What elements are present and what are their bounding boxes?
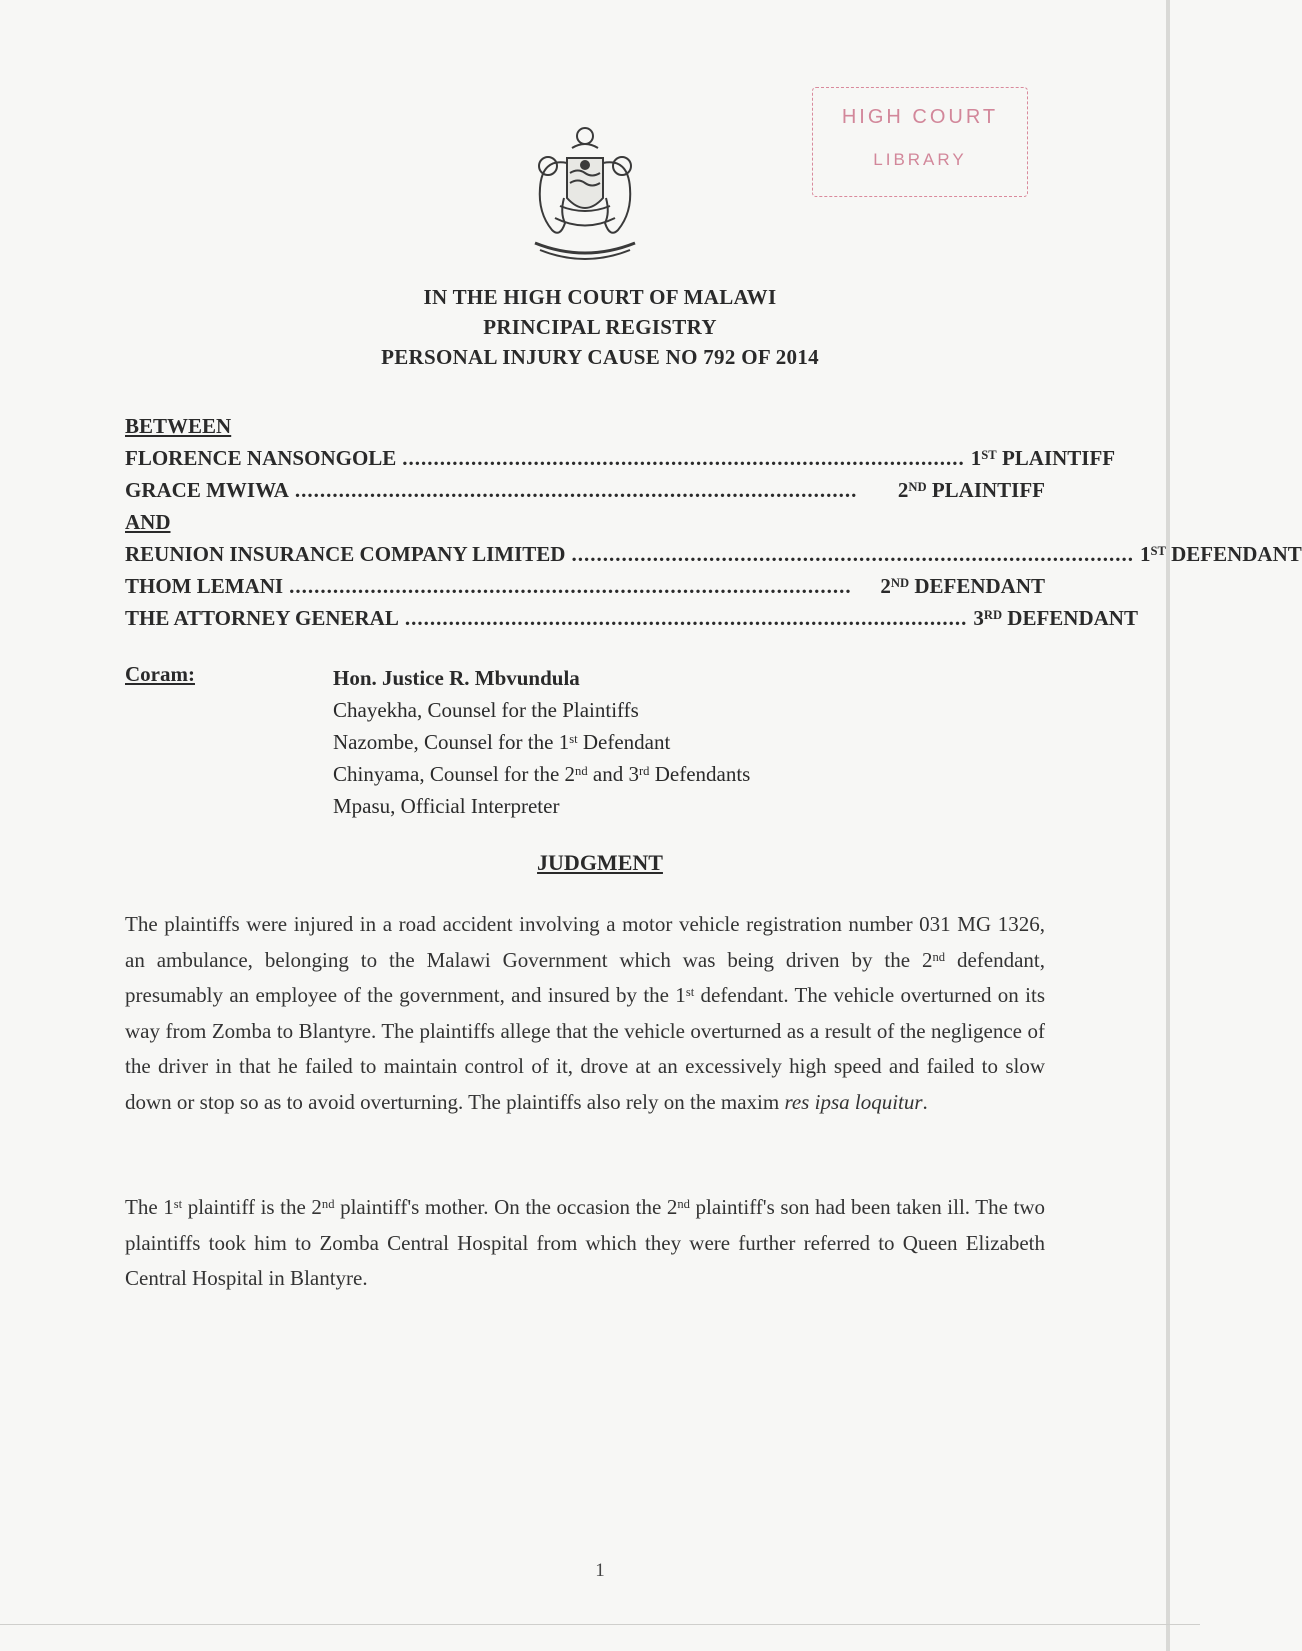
dot-leader: .......................................................................................... — [571, 542, 1134, 566]
party-row — [125, 602, 1138, 634]
judge-name: Hon. Justice R. Mbvundula — [333, 666, 580, 690]
dot-leader: .......................................................................................... — [294, 478, 858, 502]
coram-line: Mpasu, Official Interpreter — [333, 794, 560, 818]
paragraph-2: The 1st plaintiff is the 2nd plaintiff's mother. On the occasion the 2nd plaintiff's son had been taken ill. The two plaintiffs took him to Zomba Central Hospital from which they were further referred to Queen Elizabeth Central Hospital in Blantyre. — [125, 1195, 1045, 1290]
judgment-title: JUDGMENT — [537, 850, 663, 875]
party-name: GRACE MWIWA — [125, 478, 289, 502]
coram-line: Nazombe, Counsel for the 1st Defendant — [333, 730, 671, 754]
registry-heading: PRINCIPAL REGISTRY — [483, 315, 717, 339]
dot-leader: .......................................................................................... — [402, 446, 965, 470]
party-name: FLORENCE NANSONGOLE — [125, 446, 397, 470]
coram-label: Coram: — [125, 662, 195, 686]
party-name: THOM LEMANI — [125, 574, 284, 598]
party-name: THE ATTORNEY GENERAL — [125, 606, 399, 630]
parties-block — [125, 410, 1302, 634]
library-stamp — [812, 87, 1028, 197]
coram-line: Chayekha, Counsel for the Plaintiffs — [333, 698, 639, 722]
party-role: 2ND PLAINTIFF — [897, 478, 1045, 502]
party-role: 3RD DEFENDANT — [973, 606, 1138, 630]
stamp-line-2: LIBRARY — [873, 150, 967, 169]
coram-block — [333, 662, 750, 822]
party-row — [125, 538, 1302, 570]
party-role: 1ST DEFENDANT — [1139, 542, 1302, 566]
between-label: BETWEEN — [125, 414, 232, 438]
coat-of-arms-icon — [520, 118, 650, 268]
party-role: 2ND DEFENDANT — [880, 574, 1045, 598]
page-number: 1 — [595, 1560, 605, 1581]
coram-line: Chinyama, Counsel for the 2nd and 3rd Defendants — [333, 762, 751, 786]
party-row — [125, 570, 1045, 602]
party-row — [125, 442, 1116, 474]
paragraph-1: The plaintiffs were injured in a road accident involving a motor vehicle registration number 031 MG 1326, an ambulance, belonging to the Malawi Government which was being driven by the 2nd defendant, presumably an employee of the government, and insured by the 1st defendant. The vehicle overturned on its way from Zomba to Blantyre. The plaintiffs allege that the vehicle overturned as a result of the negligence of the driver in that he failed to maintain control of it, drove at an excessively high speed and failed to slow down or stop so as to avoid overturning. The plaintiffs also rely on the maxim res ipsa loquitur. — [125, 912, 1046, 1114]
scan-edge-bottom — [0, 1624, 1200, 1625]
dot-leader: .......................................................................................... — [289, 574, 852, 598]
party-role: 1ST PLAINTIFF — [970, 446, 1116, 470]
maxim-text: res ipsa loquitur — [784, 1089, 923, 1114]
party-name: REUNION INSURANCE COMPANY LIMITED — [125, 542, 566, 566]
court-heading: IN THE HIGH COURT OF MALAWI — [423, 285, 777, 309]
scan-edge-right — [1166, 0, 1170, 1651]
and-label: AND — [125, 510, 171, 534]
dot-leader: .......................................................................................... — [404, 606, 968, 630]
cause-heading: PERSONAL INJURY CAUSE NO 792 OF 2014 — [381, 345, 819, 369]
party-row — [125, 474, 1045, 506]
stamp-line-1: HIGH COURT — [841, 106, 999, 128]
